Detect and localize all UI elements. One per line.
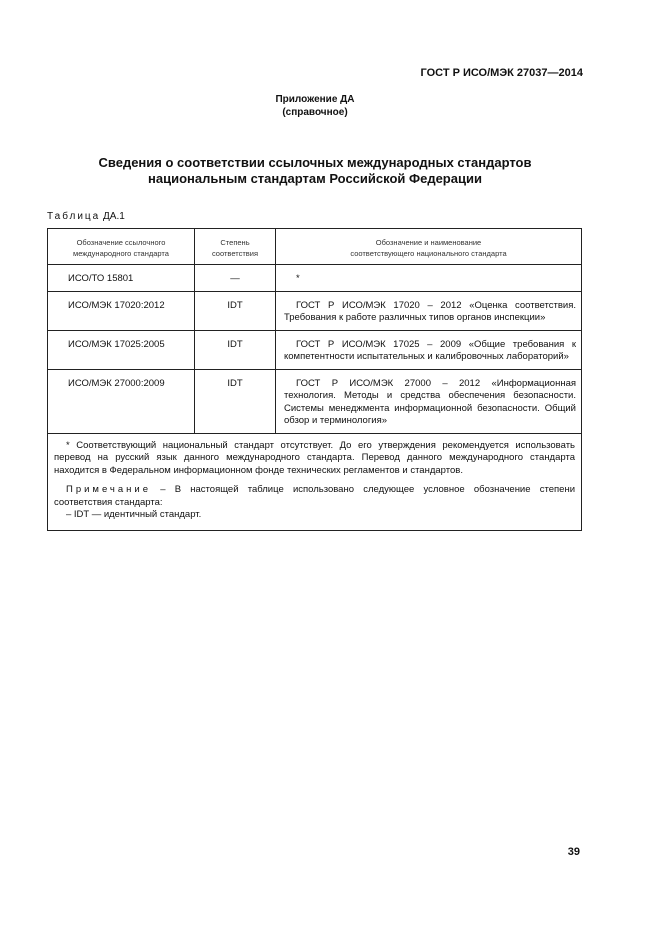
national-standard-cell: ГОСТ Р ИСО/МЭК 27000 – 2012 «Информационная технология. Методы и средства обеспечения безопасности. Системы менеджмента информационной безопасности. Общий обзор и терминология» bbox=[276, 369, 582, 433]
table-header-row bbox=[48, 229, 582, 265]
correspondence-table bbox=[47, 228, 582, 531]
national-standard-cell: ГОСТ Р ИСО/МЭК 17020 – 2012 «Оценка соответствия. Требования к работе различных типов органов инспекции» bbox=[276, 291, 582, 330]
column-header-line: Обозначение ссылочного bbox=[76, 238, 166, 247]
appendix-subtitle: (справочное) bbox=[282, 107, 348, 118]
footnote: * Соответствующий национальный стандарт отсутствует. До его утверждения рекомендуется использовать перевод на русский язык данного международного стандарта. Перевод данного международного стандарта находится в Федеральном информационном фонде технических регламентов и стандартов. bbox=[54, 439, 575, 476]
table-row bbox=[48, 265, 582, 292]
reference-cell: ИСО/МЭК 17020:2012 bbox=[48, 291, 195, 330]
degree-cell: IDT bbox=[195, 291, 276, 330]
national-standard-cell: * bbox=[276, 265, 582, 292]
reference-cell: ИСО/ТО 15801 bbox=[48, 265, 195, 292]
appendix-heading bbox=[0, 93, 630, 119]
column-header-line: соответствия bbox=[211, 249, 259, 258]
table-row bbox=[48, 291, 582, 330]
degree-cell: — bbox=[195, 265, 276, 292]
section-title-line1: Сведения о соответствии ссылочных международных стандартов bbox=[98, 155, 532, 170]
column-header-national bbox=[276, 229, 582, 265]
column-header-degree bbox=[195, 229, 276, 265]
column-header-line: международного стандарта bbox=[73, 249, 169, 258]
document-code: ГОСТ Р ИСО/МЭК 27037—2014 bbox=[420, 67, 583, 79]
section-title-line2: национальным стандартам Российской Федерации bbox=[148, 171, 482, 186]
table-caption bbox=[47, 211, 125, 222]
table-row bbox=[48, 369, 582, 433]
column-header-line: Степень bbox=[220, 238, 250, 247]
note-text: – В настоящей таблице использовано следующее условное обозначение степени соответствия стандарта: bbox=[54, 484, 575, 508]
table-footer-row bbox=[48, 433, 582, 530]
column-header-line: Обозначение и наименование bbox=[375, 238, 482, 247]
reference-cell: ИСО/МЭК 27000:2009 bbox=[48, 369, 195, 433]
section-title bbox=[0, 155, 630, 187]
note-label: Примечание bbox=[66, 484, 151, 495]
reference-cell: ИСО/МЭК 17025:2005 bbox=[48, 330, 195, 369]
note bbox=[54, 484, 575, 509]
degree-cell: IDT bbox=[195, 330, 276, 369]
page-number: 39 bbox=[567, 846, 580, 858]
table-row bbox=[48, 330, 582, 369]
table-caption-label: Таблица bbox=[47, 211, 101, 222]
degree-cell: IDT bbox=[195, 369, 276, 433]
column-header-reference bbox=[48, 229, 195, 265]
table-footer bbox=[48, 433, 582, 530]
column-header-line: соответствующего национального стандарта bbox=[350, 249, 507, 258]
appendix-title: Приложение ДА bbox=[275, 94, 355, 105]
table-caption-number: ДА.1 bbox=[103, 211, 125, 222]
national-standard-cell: ГОСТ Р ИСО/МЭК 17025 – 2009 «Общие требования к компетентности испытательных и калибровочных лабораторий» bbox=[276, 330, 582, 369]
note-item: – IDT — идентичный стандарт. bbox=[66, 509, 202, 520]
